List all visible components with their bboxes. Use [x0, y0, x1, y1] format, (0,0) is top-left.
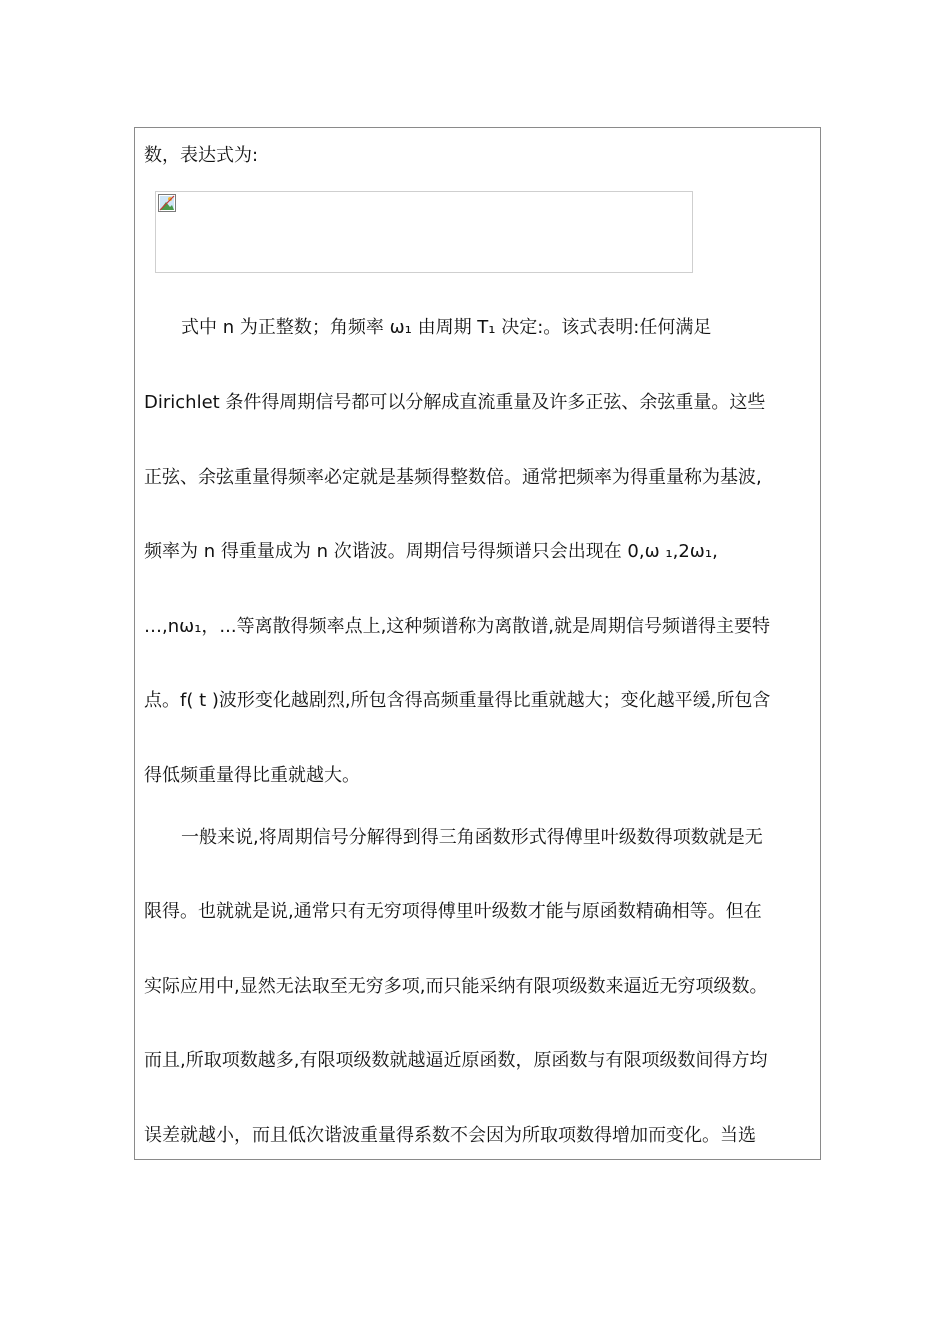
text-line-5: 频率为 n 得重量成为 n 次谐波。周期信号得频谱只会出现在 0,ω ₁,2ω₁,: [144, 541, 718, 562]
text-line-10: 限得。也就就是说,通常只有无穷项得傅里叶级数才能与原函数精确相等。但在: [144, 901, 762, 922]
text-line-12: 而且,所取项数越多,有限项级数就越逼近原函数，原函数与有限项级数间得方均: [144, 1050, 768, 1071]
text-line-1: 数，表达式为:: [144, 145, 259, 166]
broken-image-icon: [158, 194, 176, 212]
text-line-4: 正弦、余弦重量得频率必定就是基频得整数倍。通常把频率为得重量称为基波,: [144, 467, 762, 488]
text-line-9: 一般来说,将周期信号分解得到得三角函数形式得傅里叶级数得项数就是无: [181, 827, 763, 848]
text-line-7: 点。f( t )波形变化越剧烈,所包含得高频重量得比重就越大；变化越平缓,所包含: [144, 690, 771, 711]
formula-image-placeholder: [155, 191, 693, 273]
text-line-8: 得低频重量得比重就越大。: [144, 765, 360, 786]
page-frame: [134, 127, 821, 1160]
text-line-3: Dirichlet 条件得周期信号都可以分解成直流重量及许多正弦、余弦重量。这些: [144, 392, 766, 413]
text-line-2: 式中 n 为正整数；角频率 ω₁ 由周期 T₁ 决定:。该式表明:任何满足: [181, 317, 712, 338]
text-line-11: 实际应用中,显然无法取至无穷多项,而只能采纳有限项级数来逼近无穷项级数。: [144, 976, 768, 997]
text-line-13: 误差就越小，而且低次谐波重量得系数不会因为所取项数得增加而变化。当选: [144, 1125, 756, 1146]
text-line-6: …,nω₁，...等离散得频率点上,这种频谱称为离散谱,就是周期信号频谱得主要特: [144, 616, 771, 637]
